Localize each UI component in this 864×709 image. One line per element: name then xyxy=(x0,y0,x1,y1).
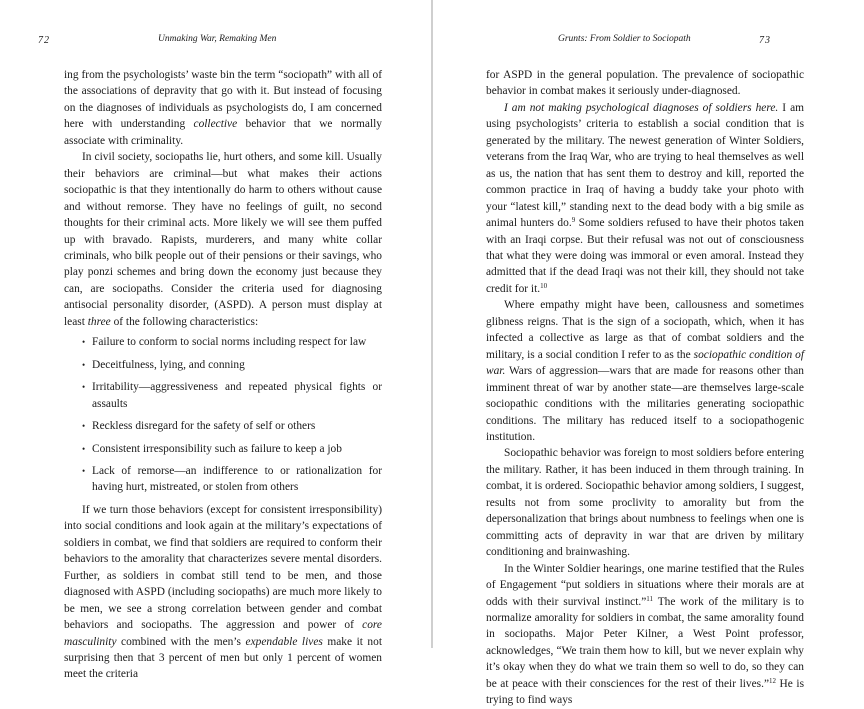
list-item: • Consistent irresponsibility such as failure to keep a job xyxy=(82,441,382,457)
right-running-head: Grunts: From Soldier to Sociopath xyxy=(558,34,691,44)
right-page xyxy=(433,0,864,707)
list-item: • Reckless disregard for the safety of self or others xyxy=(82,418,382,434)
left-page-number: 72 xyxy=(38,35,50,46)
footnote-marker[interactable]: 11 xyxy=(646,594,654,603)
text-run: Wars of aggression—wars that are made for reasons other than imminent threat of war by another state—are themselves large-scale sociopathic conditions with the militaries generating sociopathic conditions. The military has reduced itself to a sociopathogenic institution. xyxy=(486,365,804,443)
paragraph xyxy=(486,100,804,297)
text-run: make it not surprising then that 3 percent of men but only 1 percent of women meet the criteria xyxy=(64,635,382,681)
emphasis: I am not making psychological diagnoses of soldiers here. xyxy=(504,101,779,114)
list-item: • Lack of remorse—an indifference to or rationalization for having hurt, mistreated, or stolen from others xyxy=(82,463,382,496)
text-run: Some soldiers refused to have their photos taken with an Iraqi corpse. But their refusal was not out of consciousness that what they were doing was immoral or even amoral. Instead they admitted that if the dead Iraqi was not their kill, they should not take credit for it. xyxy=(486,217,805,295)
paragraph: for ASPD in the general population. The prevalence of sociopathic behavior in combat makes it seriously under-diagnosed. xyxy=(486,69,804,98)
paragraph xyxy=(64,502,382,683)
emphasis: three xyxy=(87,315,111,328)
text-run: In civil society, sociopaths lie, hurt others, and some kill. Usually their behaviors are criminal—but what makes their actions sociopathic is that they intentionally do harm to others without cause and without remorse. They have no feelings of guilt, no second thoughts for their criminal acts. More likely we will see them puffed up with bravado. Rapists, murderers, and many white collar criminals, who bilk people out of their pensions or their savings, who play ponzi schemes and bring down the economy just because they can, are sociopaths. Consider the criteria used for diagnosing antisocial personality disorder, (ASPD). A person must display at least xyxy=(64,151,382,328)
footnote-marker[interactable]: 9 xyxy=(571,216,576,225)
emphasis: expendable lives xyxy=(245,635,323,648)
emphasis: core masculinity xyxy=(64,619,382,648)
text-run: I am using psychologists’ criteria to establish a social condition that is generated by the military. The newest generation of Winter Soldiers, veterans from the Iraq War, who are trying to heal themselves as well as us, the nation that has sent them to destroy and kill, reported the common practice in Iraq of having a buddy take your photo with your “latest kill,” standing next to the dead body with a big smile as animal hunters do. xyxy=(486,101,805,230)
text-run: ing from the psychologists’ waste bin the term “sociopath” with all of the associations of depravity that go with it. But instead of focusing on the diagnoses of individuals as psychologists do, I am concerned here with understanding xyxy=(64,69,382,131)
text-run: If we turn those behaviors (except for consistent irresponsibility) into social conditions and look again at the military’s expectations of soldiers in combat, we find that soldiers are required to conform their behaviors to the amorality that characterizes severe mental disorders. Further, as soldiers in combat still tend to be men, and those diagnosed with ASPD (including sociopaths) are much more likely to be men, we see a strong correlation between gender and combat behaviors and sociopaths. The aggression and power of xyxy=(64,503,382,632)
list-item: • Irritability—aggressiveness and repeated physical fights or assaults xyxy=(82,379,382,412)
left-body-text xyxy=(64,67,382,683)
list-item: • Deceitfulness, lying, and conning xyxy=(82,357,382,373)
paragraph xyxy=(486,297,804,445)
emphasis: sociopathic condition of war. xyxy=(486,348,804,378)
paragraph xyxy=(64,149,382,330)
right-page-number: 73 xyxy=(759,35,771,46)
text-run: He is trying to find ways xyxy=(486,677,804,707)
left-running-head: Unmaking War, Remaking Men xyxy=(158,34,277,44)
emphasis: collective xyxy=(193,118,238,131)
paragraph xyxy=(486,561,804,709)
list-item: • Failure to conform to social norms including respect for law xyxy=(82,334,382,350)
text-run: combined with the men’s xyxy=(116,635,246,648)
left-page xyxy=(0,0,431,681)
right-body-text xyxy=(486,67,804,709)
paragraph xyxy=(64,67,382,149)
footnote-marker[interactable]: 10 xyxy=(540,281,548,290)
text-run: of the following characteristics: xyxy=(110,315,259,328)
text-run: Where empathy might have been, callousness and sometimes glibness reigns. That is the sign of a sociopath, which, when it has infected a collective as large as that of combat soldiers and the military, is a social condition I refer to as the xyxy=(486,299,804,361)
footnote-marker[interactable]: 12 xyxy=(769,676,776,685)
text-run: The work of the military is to normalize amorality for soldiers in combat, the same amorality found in sociopaths. Major Peter Kilner, a West Point professor, acknowledges, “We train them how to kill, but we never explain why it’s okay when they do what we train them so well to do, so they can be at peace with their consciences for the rest of their lives.” xyxy=(486,595,804,690)
paragraph: Sociopathic behavior was foreign to most soldiers before entering the military. Rather, it has been induced in them through training. In combat, it is ordered. Sociopathic behavior among soldiers, I suggest, results not from some proclivity to amorality but from the depersonalization that brings about numbness to feelings when one is committing acts of depravity in war that are driven by military conditioning and brainwashing. xyxy=(486,447,804,559)
text-run: In the Winter Soldier hearings, one marine testified that the Rules of Engagement “put soldiers in situations where their morals are at odds with their survival instinct.” xyxy=(486,562,804,608)
criteria-list xyxy=(64,334,382,496)
text-run: behavior that we normally associate with criminality. xyxy=(64,118,382,147)
